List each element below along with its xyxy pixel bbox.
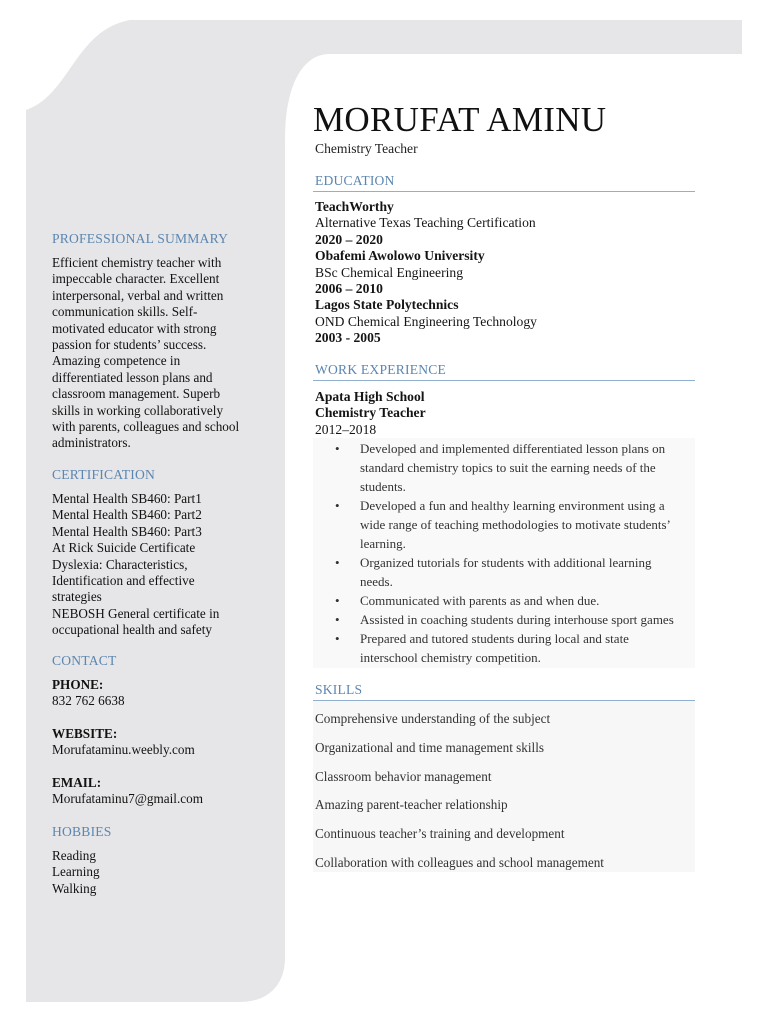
bullet-line: Prepared and tutored students during local and state <box>360 631 629 646</box>
skill-item: Collaboration with colleagues and school management <box>315 854 604 870</box>
certification-line: occupational health and safety <box>52 622 213 638</box>
summary-line: impeccable character. Excellent <box>52 271 220 287</box>
work-bullets <box>315 439 695 667</box>
skill-item: Comprehensive understanding of the subject <box>315 711 551 726</box>
certification-line: strategies <box>52 589 102 605</box>
bullet-line: Developed a fun and healthy learning environment using a <box>360 498 665 513</box>
bullet-line: students. <box>360 479 406 494</box>
certification-list <box>52 491 257 639</box>
hobby-item: Walking <box>52 880 97 896</box>
bullet-line: wide range of teaching methodologies to motivate students’ <box>360 517 671 532</box>
hobbies-heading: HOBBIES <box>52 824 112 839</box>
skill-item: Organizational and time management skills <box>315 739 545 755</box>
education-years: 2006 – 2010 <box>315 281 383 297</box>
bullet-icon: • <box>335 441 340 456</box>
bullet-icon: • <box>335 555 340 570</box>
bullet-line: Developed and implemented differentiated lesson plans on <box>360 441 666 456</box>
bullet-line: Assisted in coaching students during interhouse sport games <box>360 612 674 627</box>
certification-line: At Rick Suicide Certificate <box>52 540 196 556</box>
candidate-title: Chemistry Teacher <box>315 141 418 156</box>
bullet-line: Organized tutorials for students with additional learning <box>360 555 652 570</box>
summary-line: communication skills. Self- <box>52 304 198 320</box>
bullet-line: interschool chemistry competition. <box>360 650 541 665</box>
bullet-icon: • <box>335 631 340 646</box>
certification-line: Mental Health SB460: Part3 <box>52 523 202 539</box>
work-bullet <box>315 591 695 610</box>
certification-heading: CERTIFICATION <box>52 467 155 482</box>
bullet-icon: • <box>335 593 340 608</box>
skill-item: Classroom behavior management <box>315 768 492 784</box>
certification-line: Mental Health SB460: Part2 <box>52 507 202 523</box>
skills-list <box>313 708 695 881</box>
summary-line: skills in working collaboratively <box>52 402 224 418</box>
work-bullet <box>315 610 695 629</box>
bullet-line: learning. <box>360 536 406 551</box>
phone-value[interactable]: 832 762 6638 <box>52 693 125 709</box>
work-bullet <box>315 496 695 553</box>
contact-heading: CONTACT <box>52 653 117 668</box>
bullet-icon: • <box>335 612 340 627</box>
employer: Apata High School <box>315 389 425 404</box>
email-label: EMAIL: <box>52 774 102 790</box>
bullet-icon: • <box>335 498 340 513</box>
summary-line: with parents, colleagues and school <box>52 419 240 435</box>
website-label: WEBSITE: <box>52 725 118 741</box>
education-program: Alternative Texas Teaching Certification <box>315 215 536 231</box>
bullet-line: needs. <box>360 574 393 589</box>
work-experience-heading: WORK EXPERIENCE <box>315 362 446 377</box>
education-school: TeachWorthy <box>315 199 394 214</box>
summary-line: classroom management. Superb <box>52 386 221 402</box>
work-entry-header <box>315 389 426 438</box>
skills-divider <box>313 700 695 701</box>
education-program: OND Chemical Engineering Technology <box>315 313 537 329</box>
education-list <box>315 199 537 347</box>
summary-line: differentiated lesson plans and <box>52 369 213 385</box>
summary-line: administrators. <box>52 435 131 451</box>
job-period: 2012–2018 <box>315 421 377 437</box>
summary-line: Amazing competence in <box>52 353 181 369</box>
certification-line: Mental Health SB460: Part1 <box>52 491 202 506</box>
work-divider <box>313 380 695 381</box>
education-school: Lagos State Polytechnics <box>315 297 459 313</box>
hobbies-list <box>52 848 257 897</box>
work-bullet <box>315 553 695 591</box>
work-bullet <box>315 629 695 667</box>
summary-line: interpersonal, verbal and written <box>52 287 224 303</box>
summary-line: Efficient chemistry teacher with <box>52 255 222 270</box>
certification-line: Dyslexia: Characteristics, <box>52 556 188 572</box>
certification-line: NEBOSH General certificate in <box>52 605 220 621</box>
professional-summary-heading: PROFESSIONAL SUMMARY <box>52 231 229 246</box>
skill-item: Continuous teacher’s training and development <box>315 826 565 842</box>
work-bullet <box>315 439 695 496</box>
website-link[interactable]: Morufataminu.weebly.com <box>52 742 195 758</box>
education-program: BSc Chemical Engineering <box>315 264 463 280</box>
professional-summary <box>52 255 257 452</box>
hobby-item: Reading <box>52 848 96 863</box>
contact-block <box>52 677 257 807</box>
summary-line: motivated educator with strong <box>52 320 217 336</box>
email-link[interactable]: Morufataminu7@gmail.com <box>52 791 203 807</box>
phone-label: PHONE: <box>52 677 104 692</box>
job-role: Chemistry Teacher <box>315 405 426 421</box>
bullet-line: standard chemistry topics to suit the earning needs of the <box>360 460 656 475</box>
skills-heading: SKILLS <box>315 682 363 697</box>
hobby-item: Learning <box>52 864 100 880</box>
certification-line: Identification and effective <box>52 573 195 589</box>
education-years: 2003 - 2005 <box>315 330 381 346</box>
education-years: 2020 – 2020 <box>315 231 383 247</box>
summary-line: passion for students’ success. <box>52 337 207 353</box>
candidate-name: MORUFAT AMINU <box>313 100 607 139</box>
education-school: Obafemi Awolowo University <box>315 248 485 264</box>
education-heading: EDUCATION <box>315 173 395 188</box>
education-divider <box>313 191 695 192</box>
skill-item: Amazing parent-teacher relationship <box>315 797 508 813</box>
bullet-line: Communicated with parents as and when due. <box>360 593 600 608</box>
